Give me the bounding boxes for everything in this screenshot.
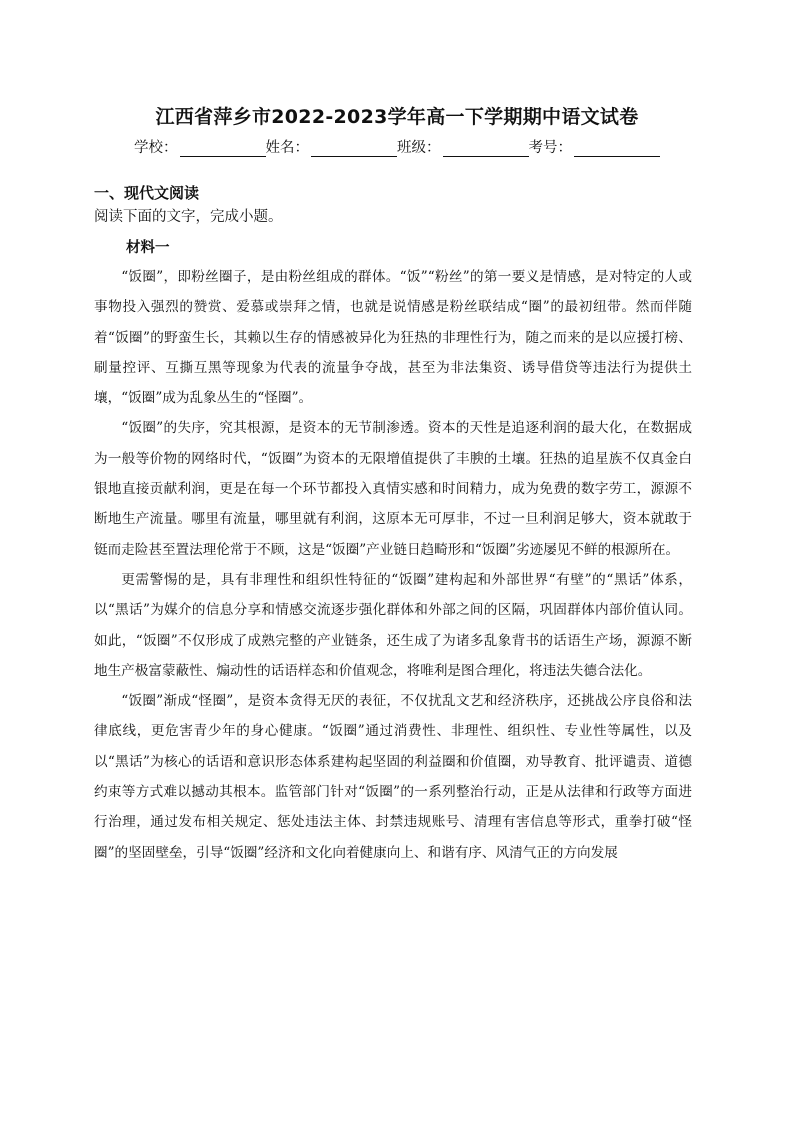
exam-number-blank[interactable]	[574, 140, 660, 157]
exam-number-label: 考号：	[528, 140, 572, 156]
name-blank[interactable]	[311, 140, 397, 157]
paragraph: “饭圈”渐成“怪圈”，是资本贪得无厌的表征，不仅扰乱文艺和经济秩序，还挑战公序良俗和法律底线，更危害青少年的身心健康。“饭圈”通过消费性、非理性、组织性、专业性等属性，以及以“黑话”为核心的话语和意识形态体系建构起坚固的利益圈和价值圈，劝导教育、批评谴责、道德约束等方式难以撼动其根本。监管部门针对“饭圈”的一系列整治行动，正是从法律和行政等方面进行治理，通过发布相关规定、惩处违法主体、封禁违规账号、清理有害信息等形式，重拳打破“怪圈”的坚固壁垒，引导“饭圈”经济和文化向着健康向上、和谐有序、风清气正的方向发展	[94, 693, 692, 861]
material-label: 材料一	[126, 239, 170, 256]
class-blank[interactable]	[443, 140, 529, 157]
paragraph: “饭圈”，即粉丝圈子，是由粉丝组成的群体。“饭”“粉丝”的第一要义是情感，是对特定的人或事物投入强烈的赞赏、爱慕或崇拜之情，也就是说情感是粉丝联结成“圈”的最初纽带。然而伴随着“饭圈”的野蛮生长，其赖以生存的情感被异化为狂热的非理性行为，随之而来的是以应援打榜、刷量控评、互撕互黑等现象为代表的流量争夺战，甚至为非法集资、诱导借贷等违法行为提供土壤，“饭圈”成为乱象丛生的“怪圈”。	[94, 269, 692, 407]
class-label: 班级：	[397, 140, 441, 156]
student-info-line	[0, 136, 794, 157]
name-field	[266, 136, 398, 157]
paragraph: “饭圈”的失序，究其根源，是资本的无节制渗透。资本的天性是追逐利润的最大化，在数据成为一般等价物的网络时代，“饭圈”为资本的无限增值提供了丰腴的土壤。狂热的追星族不仅真金白银地直接贡献利润，更是在每一个环节都投入真情实感和时间精力，成为免费的数字劳工，源源不断地生产流量。哪里有流量，哪里就有利润，这原本无可厚非，不过一旦利润足够大，资本就敢于铤而走险甚至置法理伦常于不顾，这是“饭圈”产业链日趋畸形和“饭圈”劣迹屡见不鲜的根源所在。	[94, 420, 692, 558]
exam-number-field	[529, 136, 661, 157]
exam-title: 江西省萍乡市2022-2023学年高一下学期期中语文试卷	[155, 106, 639, 128]
school-label: 学校：	[134, 140, 178, 156]
school-field	[134, 136, 266, 157]
name-label: 姓名：	[265, 140, 309, 156]
reading-instruction: 阅读下面的文字，完成小题。	[94, 209, 283, 225]
school-blank[interactable]	[180, 140, 266, 157]
class-field	[397, 136, 529, 157]
paragraph: 更需警惕的是，具有非理性和组织性特征的“饭圈”建构起和外部世界“有壁”的“黑话”体系，以“黑话”为媒介的信息分享和情感交流逐步强化群体和外部之间的区隔，巩固群体内部价值认同。如此，“饭圈”不仅形成了成熟完整的产业链条，还生成了为诸多乱象背书的话语生产场，源源不断地生产极富蒙蔽性、煽动性的话语样态和价值观念，将唯利是图合理化，将违法失德合法化。	[94, 571, 692, 679]
reading-passage	[94, 262, 692, 868]
section-heading: 一、现代文阅读	[94, 184, 200, 202]
